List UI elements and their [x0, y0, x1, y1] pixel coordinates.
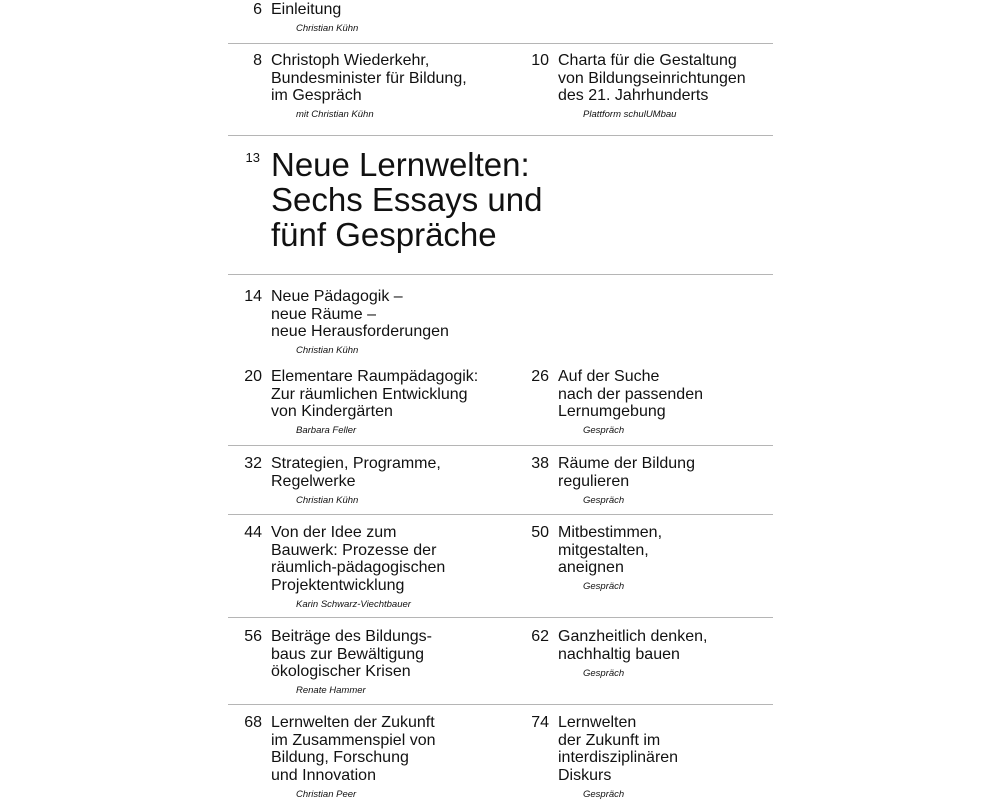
entry-author: Gespräch	[583, 668, 625, 679]
entry-author: Gespräch	[583, 425, 625, 436]
page-number: 56	[244, 628, 262, 645]
page-number: 32	[244, 455, 262, 472]
entry-title: Räume der Bildung regulieren	[558, 455, 695, 490]
entry-title: Beiträge des Bildungs- baus zur Bewältigung ökologischer Krisen	[271, 628, 432, 680]
entry-author: Christian Kühn	[296, 345, 359, 356]
entry-title: Einleitung	[271, 1, 342, 18]
divider	[228, 43, 773, 44]
page-number: 38	[531, 455, 549, 472]
divider	[228, 135, 773, 136]
divider	[228, 274, 773, 275]
entry-author: Barbara Feller	[296, 425, 357, 436]
divider	[228, 514, 773, 515]
entry-title: Mitbestimmen, mitgestalten, aneignen	[558, 524, 663, 576]
entry-title: Charta für die Gestaltung von Bildungseinrichtungen des 21. Jahrhunderts	[558, 52, 746, 104]
divider	[228, 617, 773, 618]
entry-author: Gespräch	[583, 495, 625, 506]
entry-author: Christian Peer	[296, 789, 357, 800]
section-page-number: 13	[245, 150, 260, 165]
page-number: 74	[531, 714, 549, 731]
page-number: 10	[531, 52, 549, 69]
page-number: 68	[244, 714, 262, 731]
entry-title: Neue Pädagogik – neue Räume – neue Herausforderungen	[271, 288, 449, 340]
entry-author: Christian Kühn	[296, 495, 359, 506]
page-number: 26	[531, 368, 549, 385]
entry-author: Gespräch	[583, 789, 625, 800]
entry-title: Ganzheitlich denken, nachhaltig bauen	[558, 628, 708, 663]
entry-title: Lernwelten der Zukunft im Zusammenspiel von Bildung, Forschung und Innovation	[271, 714, 436, 784]
divider	[228, 704, 773, 705]
entry-title: Lernwelten der Zukunft im interdisziplinären Diskurs	[558, 714, 679, 784]
entry-author: Christian Kühn	[296, 23, 359, 34]
entry-title: Auf der Suche nach der passenden Lernumgebung	[558, 368, 703, 420]
entry-title: Christoph Wiederkehr, Bundesminister für Bildung, im Gespräch	[271, 52, 467, 104]
entry-author: Plattform schulUMbau	[583, 109, 677, 120]
entry-title: Elementare Raumpädagogik: Zur räumlichen Entwicklung von Kindergärten	[271, 368, 479, 420]
entry-author: Karin Schwarz-Viechtbauer	[296, 599, 411, 610]
entry-author: Gespräch	[583, 581, 625, 592]
page-number: 14	[244, 288, 262, 305]
entry-title: Von der Idee zum Bauwerk: Prozesse der räumlich-pädagogischen Projektentwicklung	[271, 524, 446, 594]
page-number: 62	[531, 628, 549, 645]
section-title[interactable]: Neue Lernwelten: Sechs Essays und fünf Gespräche	[271, 146, 543, 253]
entry-author: Renate Hammer	[296, 685, 366, 696]
page-number: 20	[244, 368, 262, 385]
entry-author: mit Christian Kühn	[296, 109, 374, 120]
divider	[228, 445, 773, 446]
page-number: 50	[531, 524, 549, 541]
page-number: 44	[244, 524, 262, 541]
page-number: 8	[253, 52, 262, 69]
entry-title: Strategien, Programme, Regelwerke	[271, 455, 441, 490]
page-number: 6	[253, 1, 262, 18]
